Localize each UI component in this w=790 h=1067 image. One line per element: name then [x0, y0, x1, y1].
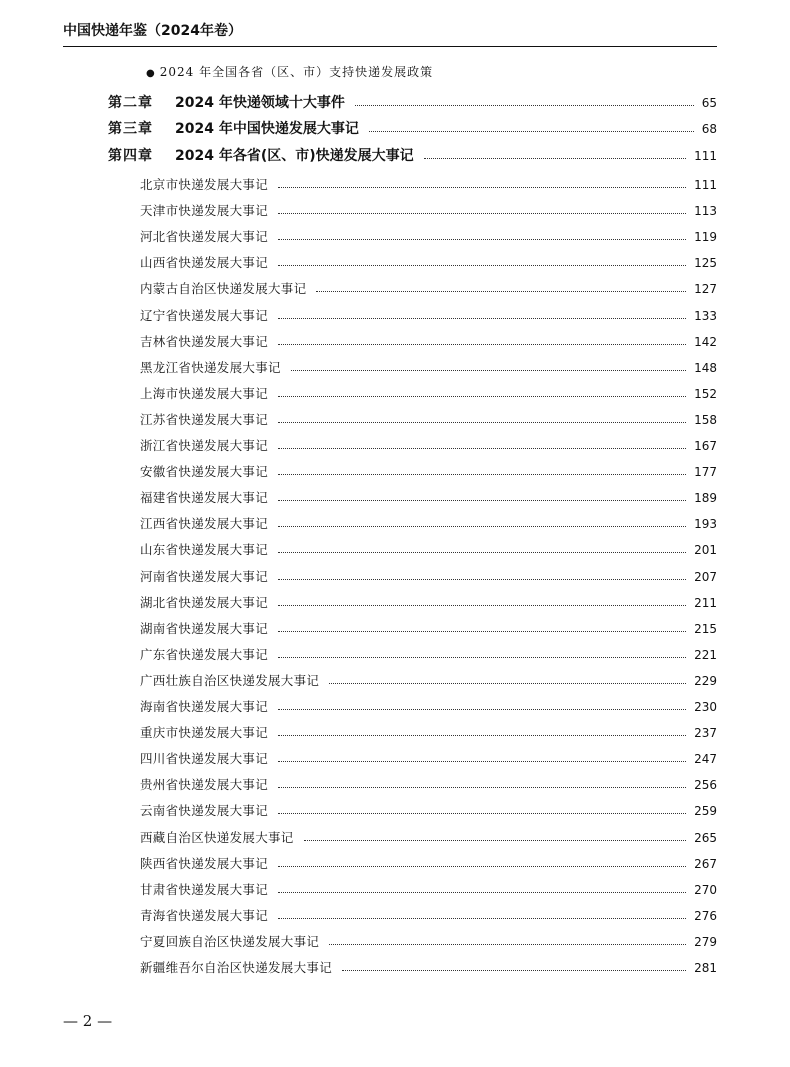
toc-entry-row[interactable]: [0, 306, 790, 326]
toc-entry-row[interactable]: [0, 332, 790, 352]
entry-title: 青海省快递发展大事记: [140, 908, 269, 923]
chapter-label: [108, 119, 359, 139]
dot-leader: [278, 422, 686, 423]
toc-entry-row[interactable]: [0, 488, 790, 508]
entry-page-number: 113: [694, 204, 717, 218]
entry-title: 重庆市快递发展大事记: [140, 725, 269, 740]
entry-page-number: 279: [694, 935, 717, 949]
toc-entry-row[interactable]: [0, 410, 790, 430]
entry-title: 吉林省快递发展大事记: [140, 334, 269, 349]
entry-page-number: 125: [694, 256, 717, 270]
entry-title: 西藏自治区快递发展大事记: [140, 830, 294, 845]
entry-title: 甘肃省快递发展大事记: [140, 882, 269, 897]
entry-title: 浙江省快递发展大事记: [140, 438, 269, 453]
dot-leader: [278, 735, 686, 736]
entry-title: 内蒙古自治区快递发展大事记: [140, 281, 307, 296]
entry-title: 海南省快递发展大事记: [140, 699, 269, 714]
entry-page-number: 215: [694, 622, 717, 636]
dot-leader: [278, 239, 686, 240]
entry-page-number: 265: [694, 831, 717, 845]
dot-leader: [369, 131, 694, 132]
dot-leader: [278, 552, 686, 553]
toc-entry-row[interactable]: [0, 201, 790, 221]
toc-entry-row[interactable]: [0, 593, 790, 613]
entry-title: 北京市快递发展大事记: [140, 177, 269, 192]
entry-title: 广东省快递发展大事记: [140, 647, 269, 662]
chapter-page-number: 68: [701, 122, 717, 136]
chapter-title: 2024 年各省(区、市)快递发展大事记: [175, 148, 414, 164]
chapter-number: 第三章: [108, 121, 153, 137]
dot-leader: [278, 918, 686, 919]
dot-leader: [316, 291, 686, 292]
toc-entry-row[interactable]: [0, 619, 790, 639]
toc-entry-row[interactable]: [0, 932, 790, 952]
toc-entry-row[interactable]: [0, 671, 790, 691]
entry-page-number: 259: [694, 804, 717, 818]
toc-entry-row[interactable]: [0, 958, 790, 978]
dot-leader: [291, 370, 686, 371]
dot-leader: [355, 105, 694, 106]
dot-leader: [278, 631, 686, 632]
entry-page-number: 119: [694, 230, 717, 244]
entry-page-number: 211: [694, 596, 717, 610]
dot-leader: [278, 526, 686, 527]
dot-leader: [278, 605, 686, 606]
dot-leader: [304, 840, 686, 841]
dot-leader: [278, 213, 686, 214]
entry-title: 宁夏回族自治区快递发展大事记: [140, 934, 320, 949]
page-footer: — 2 —: [63, 1012, 113, 1030]
toc-entry-row[interactable]: [0, 175, 790, 195]
entry-page-number: 158: [694, 413, 717, 427]
entry-page-number: 142: [694, 335, 717, 349]
toc-entry-row[interactable]: [0, 645, 790, 665]
bullet-icon: ●: [146, 68, 156, 79]
toc-entry-row[interactable]: [0, 253, 790, 273]
entry-page-number: 221: [694, 648, 717, 662]
dot-leader: [424, 158, 686, 159]
policy-line-text: 2024 年全国各省（区、市）支持快递发展政策: [159, 65, 434, 79]
entry-page-number: 193: [694, 517, 717, 531]
entry-page-number: 201: [694, 543, 717, 557]
entry-page-number: 127: [694, 282, 717, 296]
toc-chapter-row[interactable]: [0, 146, 790, 166]
dot-leader: [278, 344, 686, 345]
dot-leader: [278, 787, 686, 788]
toc-entry-row[interactable]: [0, 749, 790, 769]
chapter-page-number: 111: [694, 149, 717, 163]
toc-entry-row[interactable]: [0, 514, 790, 534]
toc-entry-row[interactable]: [0, 462, 790, 482]
chapter-title: 2024 年快递领域十大事件: [175, 95, 345, 111]
dot-leader: [329, 944, 686, 945]
entry-page-number: 229: [694, 674, 717, 688]
entry-title: 陕西省快递发展大事记: [140, 856, 269, 871]
toc-entry-row[interactable]: [0, 775, 790, 795]
entry-page-number: 247: [694, 752, 717, 766]
toc-entry-row[interactable]: [0, 567, 790, 587]
entry-title: 新疆维吾尔自治区快递发展大事记: [140, 960, 333, 975]
entry-page-number: 148: [694, 361, 717, 375]
dot-leader: [278, 396, 686, 397]
entry-page-number: 133: [694, 309, 717, 323]
entry-page-number: 281: [694, 961, 717, 975]
entry-page-number: 111: [694, 178, 717, 192]
toc-entry-row[interactable]: [0, 279, 790, 299]
toc-entry-row[interactable]: [0, 801, 790, 821]
chapter-number: 第二章: [108, 95, 153, 111]
policy-line: [146, 64, 433, 82]
toc-entry-row[interactable]: [0, 828, 790, 848]
entry-title: 黑龙江省快递发展大事记: [140, 360, 281, 375]
entry-title: 广西壮族自治区快递发展大事记: [140, 673, 320, 688]
entry-page-number: 237: [694, 726, 717, 740]
chapter-title: 2024 年中国快递发展大事记: [175, 121, 359, 137]
entry-page-number: 189: [694, 491, 717, 505]
entry-page-number: 230: [694, 700, 717, 714]
entry-title: 湖北省快递发展大事记: [140, 595, 269, 610]
entry-title: 辽宁省快递发展大事记: [140, 308, 269, 323]
header-rule: [63, 46, 717, 47]
entry-title: 上海市快递发展大事记: [140, 386, 269, 401]
dot-leader: [329, 683, 686, 684]
entry-title: 湖南省快递发展大事记: [140, 621, 269, 636]
entry-title: 天津市快递发展大事记: [140, 203, 269, 218]
toc-entry-row[interactable]: [0, 906, 790, 926]
chapter-label: [108, 146, 414, 166]
toc-entry-row[interactable]: [0, 723, 790, 743]
entry-title: 山西省快递发展大事记: [140, 255, 269, 270]
entry-page-number: 152: [694, 387, 717, 401]
dot-leader: [278, 813, 686, 814]
toc-entry-row[interactable]: [0, 436, 790, 456]
entry-page-number: 256: [694, 778, 717, 792]
toc-entry-row[interactable]: [0, 697, 790, 717]
chapter-number: 第四章: [108, 148, 153, 164]
dot-leader: [278, 187, 686, 188]
toc-entry-row[interactable]: [0, 854, 790, 874]
entry-page-number: 177: [694, 465, 717, 479]
dot-leader: [278, 265, 686, 266]
dot-leader: [278, 318, 686, 319]
toc-chapter-row[interactable]: [0, 93, 790, 113]
toc-entry-row[interactable]: [0, 227, 790, 247]
toc-entry-row[interactable]: [0, 384, 790, 404]
entry-title: 福建省快递发展大事记: [140, 490, 269, 505]
toc-entry-row[interactable]: [0, 540, 790, 560]
dot-leader: [278, 761, 686, 762]
entry-title: 云南省快递发展大事记: [140, 803, 269, 818]
entry-page-number: 167: [694, 439, 717, 453]
entry-title: 四川省快递发展大事记: [140, 751, 269, 766]
toc-chapter-row[interactable]: [0, 119, 790, 139]
entry-page-number: 270: [694, 883, 717, 897]
chapter-label: [108, 93, 345, 113]
entry-title: 江西省快递发展大事记: [140, 516, 269, 531]
dot-leader: [278, 709, 686, 710]
entry-page-number: 276: [694, 909, 717, 923]
entry-title: 江苏省快递发展大事记: [140, 412, 269, 427]
entry-page-number: 207: [694, 570, 717, 584]
dot-leader: [278, 892, 686, 893]
dot-leader: [278, 657, 686, 658]
entry-page-number: 267: [694, 857, 717, 871]
entry-title: 贵州省快递发展大事记: [140, 777, 269, 792]
chapter-page-number: 65: [701, 96, 717, 110]
dot-leader: [342, 970, 686, 971]
toc-entry-row[interactable]: [0, 880, 790, 900]
entry-title: 河南省快递发展大事记: [140, 569, 269, 584]
entry-title: 安徽省快递发展大事记: [140, 464, 269, 479]
running-header: 中国快递年鉴（2024年卷）: [63, 23, 242, 39]
dot-leader: [278, 500, 686, 501]
dot-leader: [278, 579, 686, 580]
toc-entry-row[interactable]: [0, 358, 790, 378]
dot-leader: [278, 448, 686, 449]
dot-leader: [278, 866, 686, 867]
entry-title: 河北省快递发展大事记: [140, 229, 269, 244]
dot-leader: [278, 474, 686, 475]
entry-title: 山东省快递发展大事记: [140, 542, 269, 557]
